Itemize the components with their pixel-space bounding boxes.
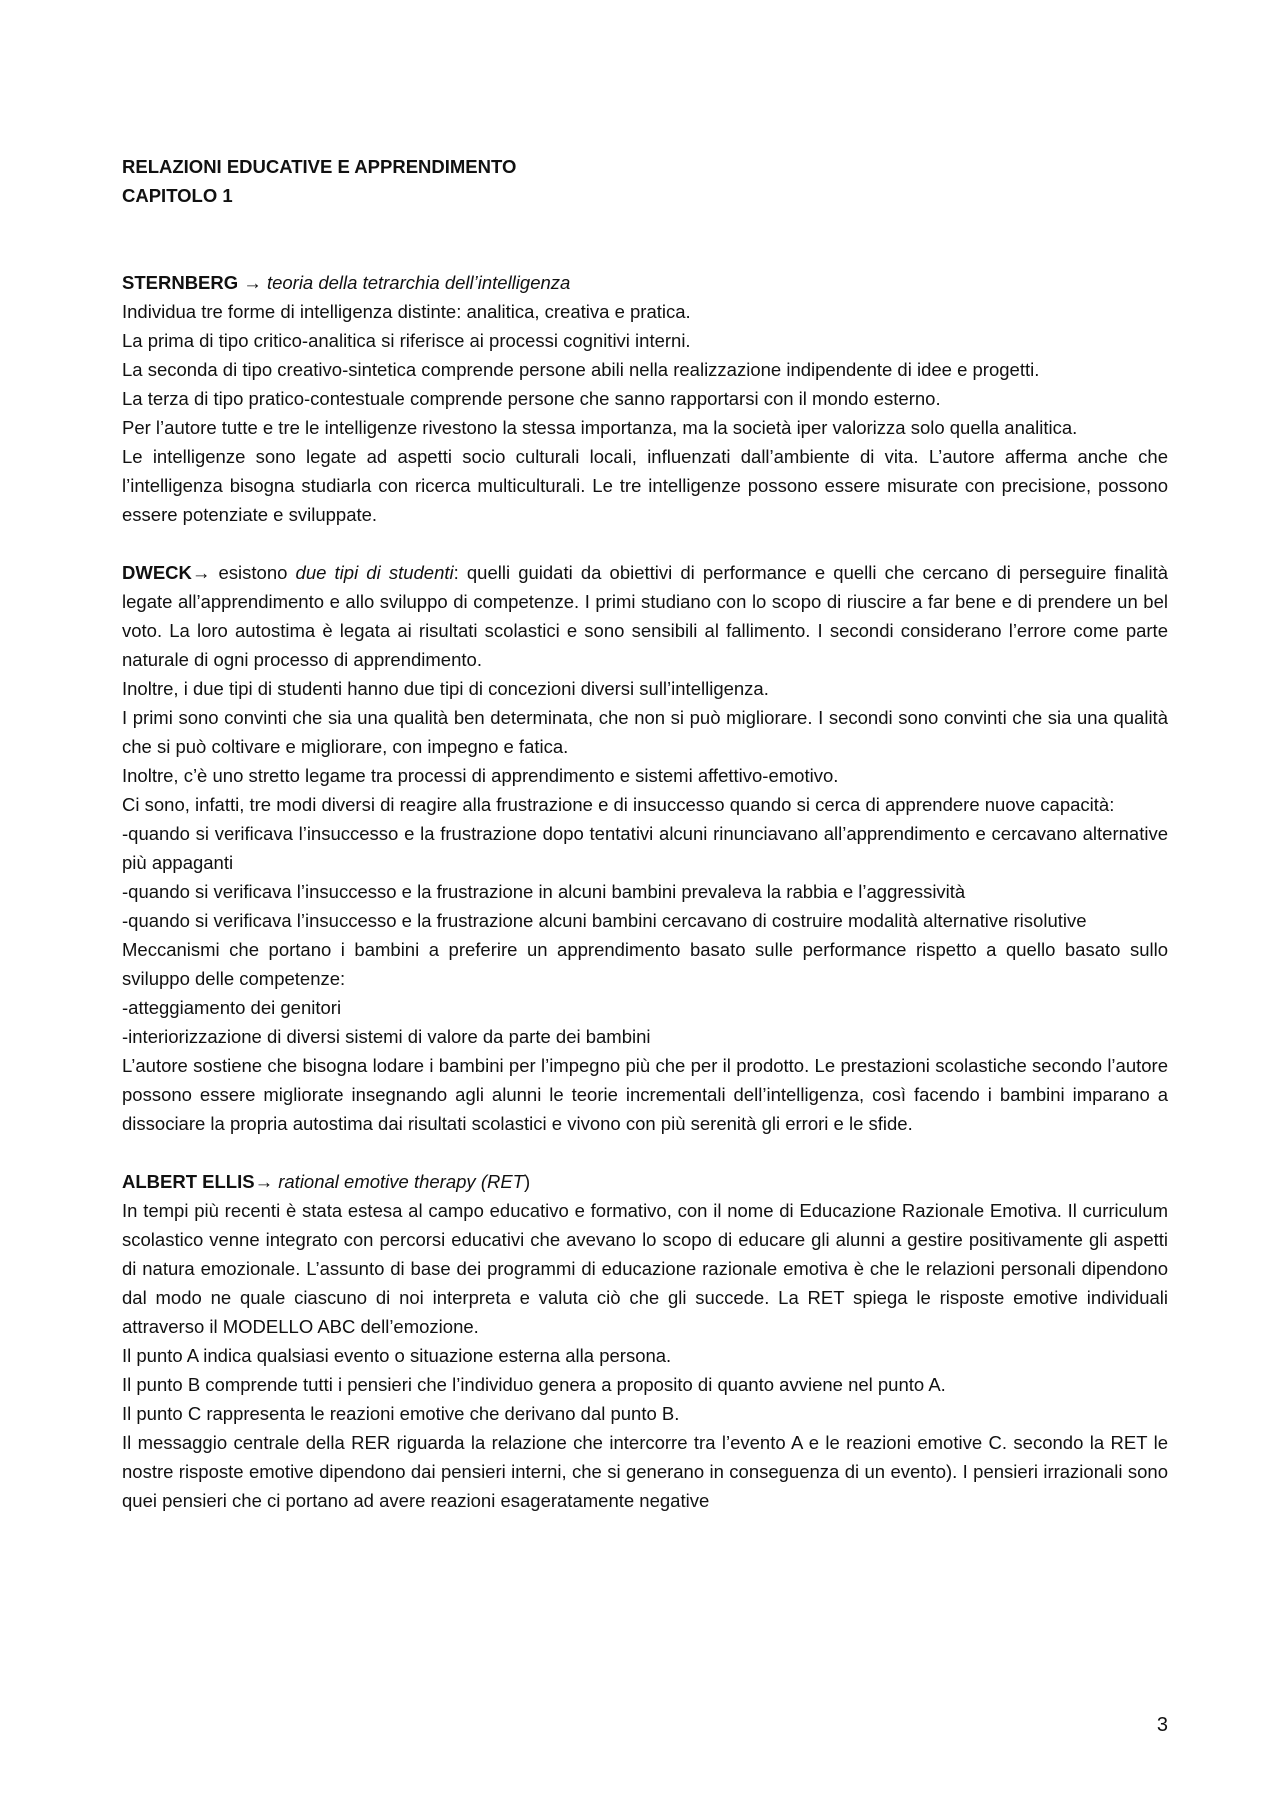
paragraph: I primi sono convinti che sia una qualità ben determinata, che non si può migliorare. I secondi sono convinti che sia una qualità che si può coltivare e migliorare, con impegno e fatica. [122,707,1168,757]
paragraph: L’autore sostiene che bisogna lodare i bambini per l’impegno più che per il prodotto. Le prestazioni scolastiche secondo l’autore possono essere migliorate insegnando agli alunni le teorie incrementali dell’intelligenza, così facendo i bambini imparano a dissociare la propria autostima dai risultati scolastici e vivono con più serenità gli errori e le sfide. [122,1055,1168,1134]
paragraph: La prima di tipo critico-analitica si riferisce ai processi cognitivi interni. [122,330,691,351]
list-item: -quando si verificava l’insuccesso e la frustrazione alcuni bambini cercavano di costruire modalità alternative risolutive [122,910,1087,931]
paragraph: Per l’autore tutte e tre le intelligenze rivestono la stessa importanza, ma la società iper valorizza solo quella analitica. [122,417,1078,438]
paragraph: Ci sono, infatti, tre modi diversi di reagire alla frustrazione e di insuccesso quando si cerca di apprendere nuove capacità: [122,794,1115,815]
paragraph: Il punto A indica qualsiasi evento o situazione esterna alla persona. [122,1345,672,1366]
author-name: STERNBERG [122,272,239,293]
section-lead-paragraph: DWECK→ esistono due tipi di studenti: quelli guidati da obiettivi di performance e quelli che cercano di perseguire finalità legate all’apprendimento e allo sviluppo di competenze. I primi studiano con lo scopo di riuscire a far bene e di prendere un bel voto. La loro autostima è legata ai risultati scolastici e sono sensibili al fallimento. I secondi considerano l’errore come parte naturale di ogni processo di apprendimento. [122,562,1169,670]
author-name: DWECK [122,562,192,583]
section-topic: rational emotive therapy (RET [278,1171,524,1192]
paragraph: Inoltre, c’è uno stretto legame tra processi di apprendimento e sistemi affettivo-emotivo. [122,765,839,786]
paragraph: Meccanismi che portano i bambini a preferire un apprendimento basato sulle performance rispetto a quello basato sullo sviluppo delle competenze: [122,939,1168,989]
paragraph: Individua tre forme di intelligenza distinte: analitica, creativa e pratica. [122,301,691,322]
paragraph: In tempi più recenti è stata estesa al campo educativo e formativo, con il nome di Educazione Razionale Emotiva. Il curriculum scolastico venne integrato con percorsi educativi che avevano lo scopo di educare gli alunni a gestire positivamente gli aspetti di natura emozionale. L’assunto di base dei programmi di educazione razionale emotiva è che le relazioni personali dipendono dal modo ne quale ciascuno di noi interpreta e valuta ciò che gli succede. La RET spiega le risposte emotive individuali attraverso il MODELLO ABC dell’emozione. [122,1200,1168,1337]
list-item: -interiorizzazione di diversi sistemi di valore da parte dei bambini [122,1026,651,1047]
paragraph: Inoltre, i due tipi di studenti hanno due tipi di concezioni diversi sull’intelligenza. [122,678,769,699]
page-number: 3 [1156,1714,1168,1736]
paragraph: Le intelligenze sono legate ad aspetti socio culturali locali, influenzati dall’ambiente di vita. L’autore afferma anche che l’intelligenza bisogna studiarla con ricerca multiculturali. Le tre intelligenze possono essere misurate con precisione, possono essere potenziate e sviluppate. [122,446,1168,525]
author-name: ALBERT ELLIS [122,1171,255,1192]
paragraph: Il messaggio centrale della RER riguarda la relazione che intercorre tra l’evento A e le reazioni emotive C. secondo la RET le nostre risposte emotive dipendono dai pensieri interni, che si generano in conseguenza di un evento). I pensieri irrazionali sono quei pensieri che ci portano ad avere reazioni esageratamente negative [122,1432,1168,1511]
list-item: -quando si verificava l’insuccesso e la frustrazione dopo tentativi alcuni rinunciavano all’apprendimento e cercavano alternative più appaganti [122,823,1168,873]
page-content [122,152,1168,1515]
section-sternberg [122,268,1168,529]
section-albert-ellis [122,1167,1168,1515]
arrow-icon: → [254,1171,279,1192]
arrow-icon: → [238,272,267,293]
list-item: -atteggiamento dei genitori [122,997,342,1018]
paragraph: Il punto C rappresenta le reazioni emotive che derivano dal punto B. [122,1403,680,1424]
paragraph: Il punto B comprende tutti i pensieri che l’individuo genera a proposito di quanto avviene nel punto A. [122,1374,946,1395]
section-dweck [122,558,1168,1138]
paragraph: La seconda di tipo creativo-sintetica comprende persone abili nella realizzazione indipendente di idee e progetti. [122,359,1040,380]
section-topic: teoria della tetrarchia dell’intelligenza [266,272,571,293]
section-topic: due tipi di studenti [295,562,454,583]
section-heading: ALBERT ELLIS→ rational emotive therapy (RET) [122,1171,531,1192]
arrow-icon: → [191,562,211,583]
chapter-heading: CAPITOLO 1 [122,185,233,206]
document-title: RELAZIONI EDUCATIVE E APPRENDIMENTO [122,156,517,177]
paragraph: La terza di tipo pratico-contestuale comprende persone che sanno rapportarsi con il mondo esterno. [122,388,941,409]
list-item: -quando si verificava l’insuccesso e la frustrazione in alcuni bambini prevaleva la rabbia e l’aggressività [122,881,966,902]
section-heading [122,268,1168,297]
